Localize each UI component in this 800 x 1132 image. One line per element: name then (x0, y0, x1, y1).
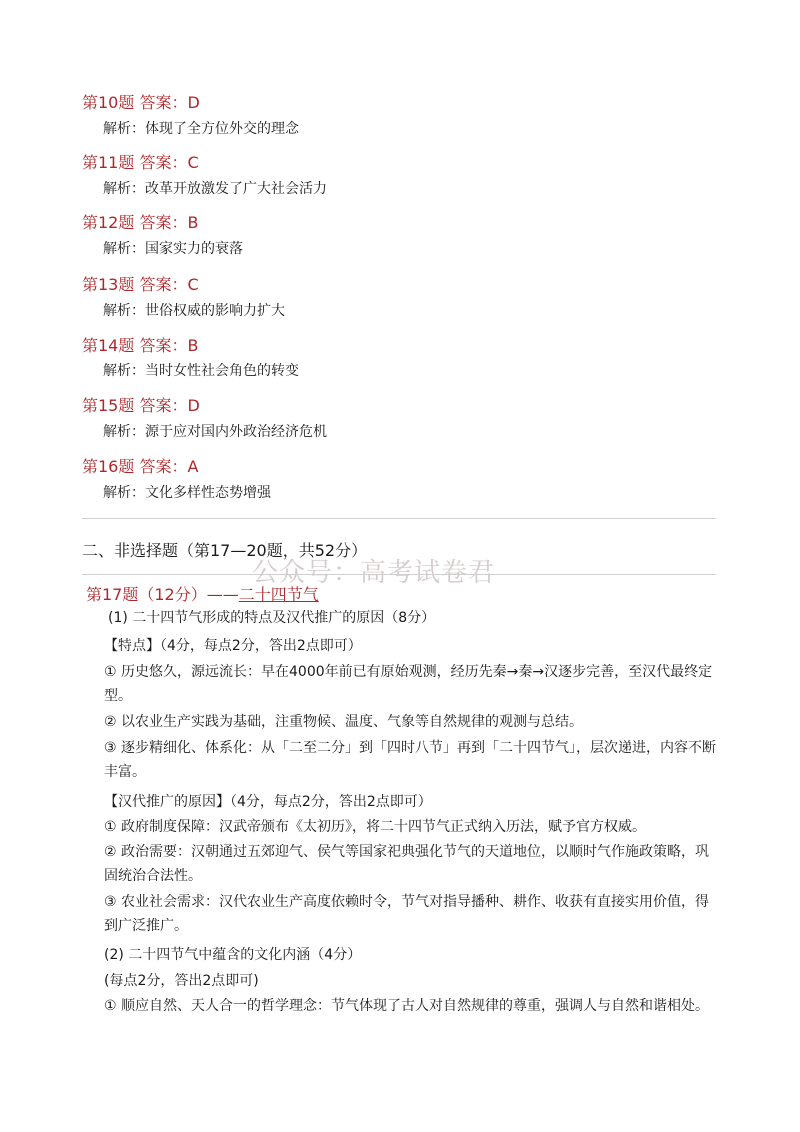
q17-feature-3: ③ 逐步精细化、体系化：从「二至二分」到「四时八节」再到「二十四节气」，层次递进，内容不断丰富。 (104, 740, 716, 780)
answer-10-analysis: 解析：体现了全方位外交的理念 (103, 121, 299, 137)
answer-11-analysis: 解析：改革开放激发了广大社会活力 (103, 181, 327, 197)
q17-part2-scoring: (每点2分，答出2点即可) (104, 973, 259, 989)
answer-12-title: 第12题 答案：B (82, 213, 199, 232)
section-title: 二、非选择题（第17—20题，共52分） (82, 541, 368, 560)
answer-15-title: 第15题 答案：D (82, 396, 200, 415)
q17-part1-heading: (1) 二十四节气形成的特点及汉代推广的原因（8分） (108, 610, 436, 626)
answer-14-title: 第14题 答案：B (82, 336, 199, 355)
q17-feature-1: ① 历史悠久，源远流长：早在4000年前已有原始观测，经历先秦→秦→汉逐步完善，至汉代最终定型。 (104, 664, 713, 704)
answer-15-analysis: 解析：源于应对国内外政治经济危机 (103, 424, 327, 440)
answer-13-analysis: 解析：世俗权威的影响力扩大 (103, 303, 285, 319)
q17-reason-3: ③ 农业社会需求：汉代农业生产高度依赖时令，节气对指导播种、耕作、收获有直接实用价值，得到广泛推广。 (104, 894, 709, 934)
q17-part2-point-1: ① 顺应自然、天人合一的哲学理念：节气体现了古人对自然规律的尊重，强调人与自然和谐相处。 (104, 998, 709, 1014)
answer-11-title: 第11题 答案：C (82, 153, 199, 172)
answer-13-title: 第13题 答案：C (82, 275, 199, 294)
answer-16-analysis: 解析：文化多样性态势增强 (103, 485, 271, 501)
answer-12-analysis: 解析：国家实力的衰落 (103, 241, 243, 257)
q17-title (86, 582, 319, 605)
answer-10-title: 第10题 答案：D (82, 93, 200, 112)
section-divider-top (82, 518, 716, 519)
watermark: 公众号：高考试卷君 (252, 558, 496, 588)
q17-reasons-heading: 【汉代推广的原因】（4分，每点2分，答出2点即可） (104, 794, 432, 810)
q17-features-heading: 【特点】（4分，每点2分，答出2点即可） (104, 638, 362, 654)
q17-reason-2: ② 政治需要：汉朝通过五郊迎气、侯气等国家祀典强化节气的天道地位，以顺时气作施政策略，巩固统治合法性。 (104, 844, 709, 884)
answer-16-title: 第16题 答案：A (82, 457, 199, 476)
q17-part2-heading: (2) 二十四节气中蕴含的文化内涵（4分） (104, 947, 362, 963)
section-divider-bottom (82, 574, 716, 575)
answer-14-analysis: 解析：当时女性社会角色的转变 (103, 363, 299, 379)
q17-reason-1: ① 政府制度保障：汉武帝颁布《太初历》，将二十四节气正式纳入历法，赋予官方权威。 (104, 819, 646, 835)
q17-feature-2: ② 以农业生产实践为基础，注重物候、温度、气象等自然规律的观测与总结。 (104, 714, 583, 730)
q17-prefix: 第17题（12分）—— (86, 585, 239, 604)
q17-topic: 二十四节气 (238, 585, 319, 604)
